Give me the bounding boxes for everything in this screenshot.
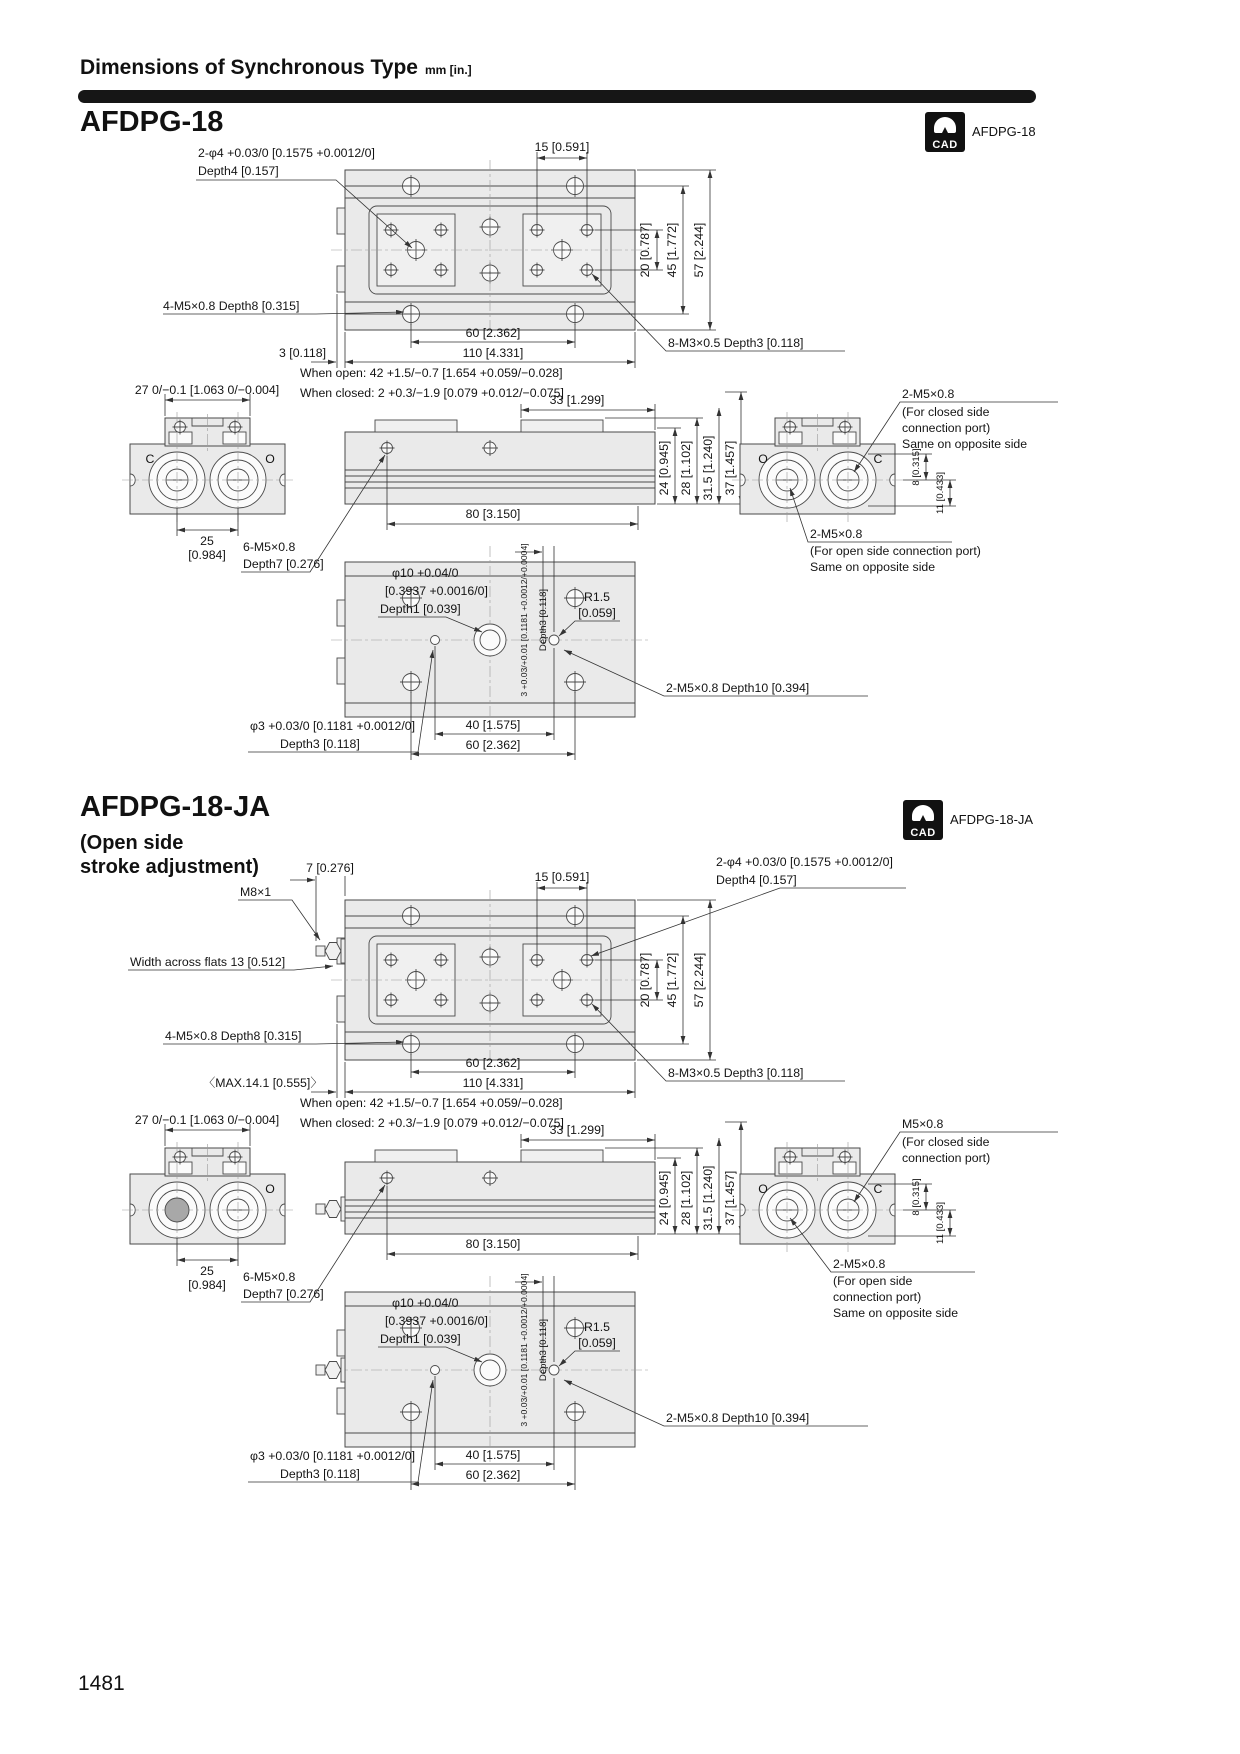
label-o-port-right: O bbox=[758, 452, 768, 466]
label-phi10-l1: φ10 +0.04/0 bbox=[392, 1296, 459, 1310]
dim-25-mm: 25 bbox=[200, 534, 214, 548]
right-end-view bbox=[732, 1142, 903, 1252]
label-6-m5-depth: Depth7 [0.276] bbox=[243, 1287, 324, 1301]
label-8-m3: 8-M3×0.5 Depth3 [0.118] bbox=[668, 336, 804, 350]
label-open-port-title: 2-M5×0.8 bbox=[833, 1257, 886, 1271]
dim-27: 27 0/−0.1 [1.063 0/−0.004] bbox=[134, 1113, 280, 1127]
label-closed-port-l2: connection port) bbox=[902, 1151, 991, 1165]
label-closed-port-same: Same on opposite side bbox=[902, 437, 1028, 451]
label-4-m5: 4-M5×0.8 Depth8 [0.315] bbox=[165, 1029, 302, 1043]
label-phi3-depth: Depth3 [0.118] bbox=[280, 1467, 360, 1481]
bottom-view bbox=[331, 546, 649, 732]
dim-15: 15 [0.591] bbox=[534, 140, 590, 154]
label-closed-port-l2: connection port) bbox=[902, 421, 991, 435]
dim-31-5: 31.5 [1.240] bbox=[701, 435, 715, 501]
page-title-text: Dimensions of Synchronous Type bbox=[80, 56, 418, 79]
label-2-m5-depth10: 2-M5×0.8 Depth10 [0.394] bbox=[666, 1411, 810, 1425]
dim-57: 57 [2.244] bbox=[692, 952, 706, 1008]
label-open-port-l2: connection port) bbox=[833, 1290, 922, 1304]
dim-25-in: [0.984] bbox=[188, 1278, 226, 1292]
side-view bbox=[345, 420, 655, 504]
dim-24: 24 [0.945] bbox=[657, 1170, 671, 1226]
label-open-port-l1: (For open side bbox=[833, 1274, 913, 1288]
dim-20: 20 [0.787] bbox=[638, 952, 652, 1008]
dim-110: 110 [4.331] bbox=[462, 1076, 524, 1090]
label-phi10-l2: [0.3937 +0.0016/0] bbox=[385, 1314, 488, 1328]
dim-7: 7 [0.276] bbox=[306, 861, 354, 875]
label-keyslot-3: 3 +0.03/+0.01 [0.1181 +0.0012/+0.0004] bbox=[519, 1273, 529, 1427]
section1-title: AFDPG-18 bbox=[80, 106, 224, 138]
label-width-across-flats: Width across flats 13 [0.512] bbox=[130, 955, 286, 969]
label-open-port-l1: (For open side connection port) bbox=[810, 544, 981, 558]
label-r1-5: R1.5 bbox=[584, 590, 610, 604]
drawing-afdpg18-ja bbox=[122, 855, 1058, 1490]
label-c-port-right: C bbox=[873, 452, 883, 466]
cad-ref-1: AFDPG-18 bbox=[972, 124, 1036, 139]
dim-20: 20 [0.787] bbox=[638, 222, 652, 278]
label-o-port-left: O bbox=[265, 452, 275, 466]
side-view bbox=[345, 1150, 655, 1234]
label-r1-5-in: [0.059] bbox=[578, 1336, 616, 1350]
label-o-port-left: O bbox=[265, 1182, 275, 1196]
left-end-view bbox=[122, 412, 293, 522]
label-phi10-l2: [0.3937 +0.0016/0] bbox=[385, 584, 488, 598]
dim-37: 37 [1.457] bbox=[723, 1170, 737, 1226]
label-phi3-depth: Depth3 [0.118] bbox=[280, 737, 360, 751]
adjuster-nut-side-view bbox=[316, 1197, 345, 1221]
label-closed-port-title: M5×0.8 bbox=[902, 1117, 944, 1131]
dim-33: 33 [1.299] bbox=[549, 393, 605, 407]
note-when-closed: When closed: 2 +0.3/−1.9 [0.079 +0.012/−0.075] bbox=[300, 1116, 564, 1130]
label-closed-port-l1: (For closed side bbox=[902, 405, 990, 419]
label-closed-port-l1: (For closed side bbox=[902, 1135, 990, 1149]
label-6-m5-depth: Depth7 [0.276] bbox=[243, 557, 324, 571]
note-when-open: When open: 42 +1.5/−0.7 [1.654 +0.059/−0.028] bbox=[300, 1096, 563, 1110]
bottom-view bbox=[331, 1276, 649, 1462]
dim-33: 33 [1.299] bbox=[549, 1123, 605, 1137]
right-end-view bbox=[732, 412, 903, 522]
section2-subtitle-line2: stroke adjustment) bbox=[80, 856, 259, 878]
dim-60-bottom: 60 [2.362] bbox=[465, 1468, 521, 1482]
label-o-port-right: O bbox=[758, 1182, 768, 1196]
label-c-port-left: C bbox=[145, 452, 155, 466]
label-c-port-right: C bbox=[873, 1182, 883, 1196]
cad-badge-label: CAD bbox=[910, 827, 936, 839]
note-when-open: When open: 42 +1.5/−0.7 [1.654 +0.059/−0.028] bbox=[300, 366, 563, 380]
label-open-port-same: Same on opposite side bbox=[810, 560, 936, 574]
dim-45: 45 [1.772] bbox=[665, 952, 679, 1008]
cad-ref-2: AFDPG-18-JA bbox=[950, 812, 1034, 827]
label-keyslot-depth: Depth3 [0.118] bbox=[538, 1318, 549, 1382]
dim-40: 40 [1.575] bbox=[465, 718, 521, 732]
label-6-m5: 6-M5×0.8 bbox=[243, 1270, 296, 1284]
dim-45: 45 [1.772] bbox=[665, 222, 679, 278]
label-phi3: φ3 +0.03/0 [0.1181 +0.0012/0] bbox=[250, 1449, 416, 1463]
dim-8: 8 [0.315] bbox=[911, 448, 922, 486]
label-max-14-1: 〈MAX.14.1 [0.555]〉 bbox=[203, 1076, 323, 1090]
label-hole-phi4-depth: Depth4 [0.157] bbox=[198, 164, 279, 178]
dim-8: 8 [0.315] bbox=[911, 1178, 922, 1216]
label-phi10-l1: φ10 +0.04/0 bbox=[392, 566, 459, 580]
dim-28: 28 [1.102] bbox=[679, 1170, 693, 1226]
label-open-port-same: Same on opposite side bbox=[833, 1306, 959, 1320]
cad-badge-label: CAD bbox=[932, 139, 958, 151]
label-hole-phi4-depth: Depth4 [0.157] bbox=[716, 873, 797, 887]
label-hole-phi4: 2-φ4 +0.03/0 [0.1575 +0.0012/0] bbox=[198, 146, 375, 160]
label-r1-5: R1.5 bbox=[584, 1320, 610, 1334]
note-when-closed: When closed: 2 +0.3/−1.9 [0.079 +0.012/−0.075] bbox=[300, 386, 564, 400]
drawing-afdpg18 bbox=[122, 140, 1058, 760]
dim-3-offset: 3 [0.118] bbox=[279, 346, 326, 360]
units-label: mm [in.] bbox=[425, 63, 472, 77]
label-phi10-depth: Depth1 [0.039] bbox=[380, 1332, 461, 1346]
dim-31-5: 31.5 [1.240] bbox=[701, 1165, 715, 1231]
label-open-port-title: 2-M5×0.8 bbox=[810, 527, 863, 541]
page-number: 1481 bbox=[78, 1672, 125, 1695]
dim-11: 11 [0.433] bbox=[935, 1202, 946, 1244]
label-hole-phi4: 2-φ4 +0.03/0 [0.1575 +0.0012/0] bbox=[716, 855, 893, 869]
dim-25-in: [0.984] bbox=[188, 548, 226, 562]
dim-60-bottom: 60 [2.362] bbox=[465, 738, 521, 752]
dim-25-mm: 25 bbox=[200, 1264, 214, 1278]
section2-title: AFDPG-18-JA bbox=[80, 791, 271, 823]
label-closed-port-title: 2-M5×0.8 bbox=[902, 387, 955, 401]
adjuster-nut-top-view bbox=[316, 939, 345, 963]
dim-24: 24 [0.945] bbox=[657, 440, 671, 496]
dim-40: 40 [1.575] bbox=[465, 1448, 521, 1462]
dim-28: 28 [1.102] bbox=[679, 440, 693, 496]
label-8-m3: 8-M3×0.5 Depth3 [0.118] bbox=[668, 1066, 804, 1080]
dim-110: 110 [4.331] bbox=[462, 346, 524, 360]
left-end-view bbox=[122, 1142, 293, 1252]
dim-15: 15 [0.591] bbox=[534, 870, 590, 884]
label-2-m5-depth10: 2-M5×0.8 Depth10 [0.394] bbox=[666, 681, 810, 695]
label-keyslot-3: 3 +0.03/+0.01 [0.1181 +0.0012/+0.0004] bbox=[519, 543, 529, 697]
label-6-m5: 6-M5×0.8 bbox=[243, 540, 296, 554]
dim-80: 80 [3.150] bbox=[465, 507, 521, 521]
dim-11: 11 [0.433] bbox=[935, 472, 946, 514]
dim-60-top: 60 [2.362] bbox=[465, 326, 521, 340]
label-4-m5: 4-M5×0.8 Depth8 [0.315] bbox=[163, 299, 300, 313]
adjuster-end-face bbox=[165, 1198, 189, 1222]
label-m8x1: M8×1 bbox=[240, 885, 272, 899]
dim-57: 57 [2.244] bbox=[692, 222, 706, 278]
adjuster-nut-bottom-view bbox=[316, 1358, 345, 1382]
dim-60-top: 60 [2.362] bbox=[465, 1056, 521, 1070]
section2-subtitle-line1: (Open side bbox=[80, 832, 184, 854]
label-keyslot-depth: Depth3 [0.118] bbox=[538, 588, 549, 652]
label-phi10-depth: Depth1 [0.039] bbox=[380, 602, 461, 616]
dim-80: 80 [3.150] bbox=[465, 1237, 521, 1251]
label-r1-5-in: [0.059] bbox=[578, 606, 616, 620]
dim-37: 37 [1.457] bbox=[723, 440, 737, 496]
dim-27: 27 0/−0.1 [1.063 0/−0.004] bbox=[134, 383, 280, 397]
label-phi3: φ3 +0.03/0 [0.1181 +0.0012/0] bbox=[250, 719, 416, 733]
